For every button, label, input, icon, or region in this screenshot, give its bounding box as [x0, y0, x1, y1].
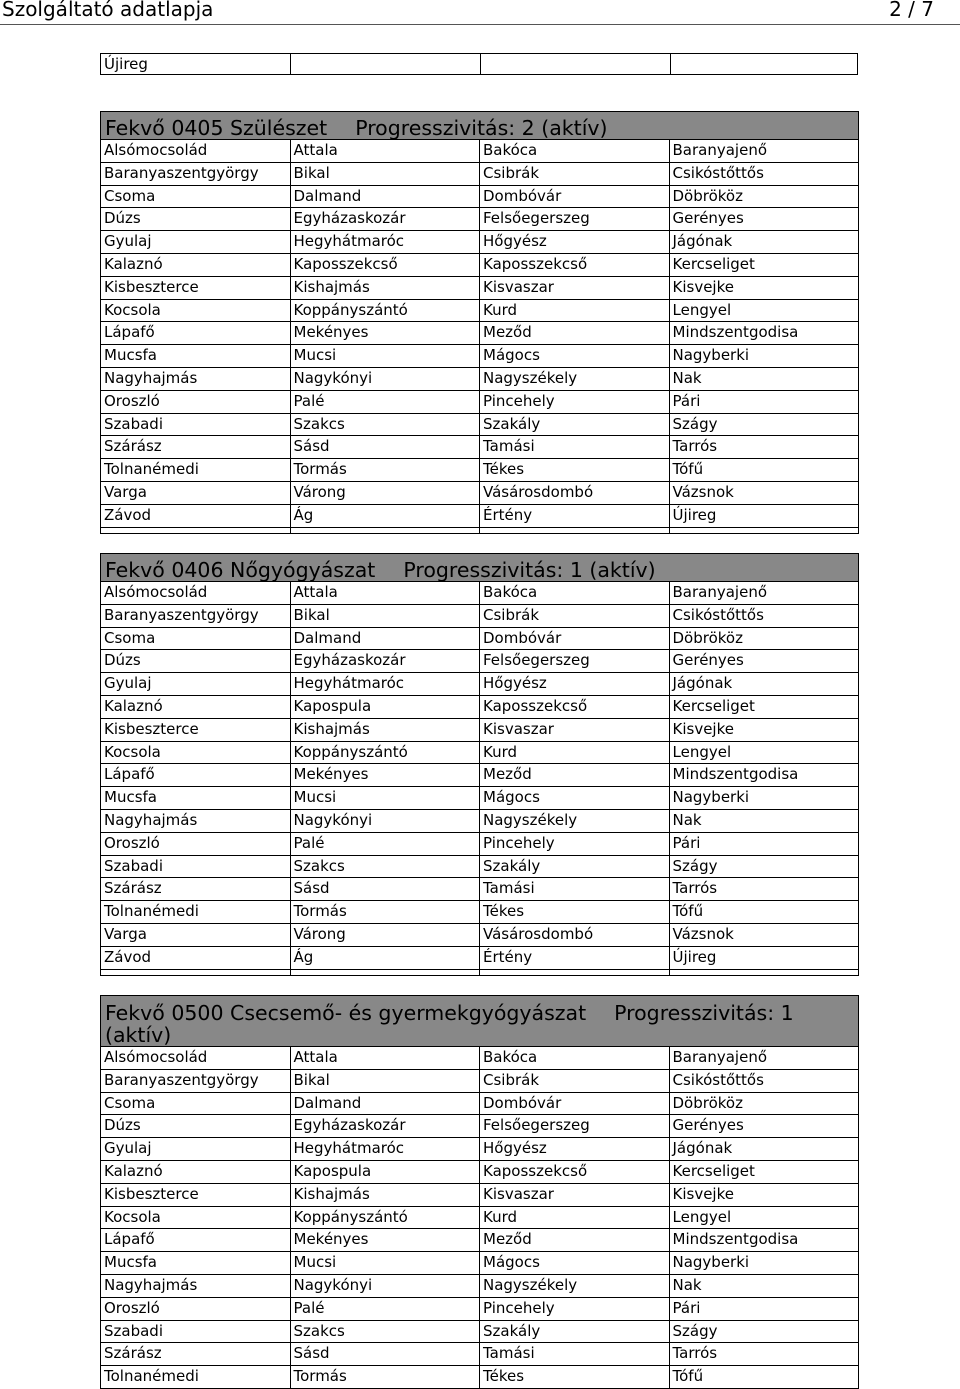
settlement-cell: Kercseliget [669, 1160, 859, 1183]
settlement-cell: Dalmand [290, 627, 480, 650]
settlement-cell: Nagykónyi [290, 1274, 480, 1297]
settlement-cell: Nagyberki [669, 1252, 859, 1275]
settlement-cell: Dúzs [101, 650, 291, 673]
settlement-cell: Kalaznó [101, 253, 291, 276]
settlement-cell: Koppányszántó [290, 1206, 480, 1229]
table-row [101, 650, 859, 673]
table-row-spacer [101, 969, 859, 975]
settlement-cell: Koppányszántó [290, 299, 480, 322]
settlement-cell: Szágy [669, 1320, 859, 1343]
table-row [101, 1138, 859, 1161]
settlement-cell: Szakcs [290, 855, 480, 878]
settlement-cell: Kocsola [101, 1206, 291, 1229]
settlement-cell: Dombóvár [480, 1092, 670, 1115]
settlement-cell: Meződ [480, 764, 670, 787]
table-row [101, 878, 859, 901]
settlement-cell: Bakóca [480, 582, 670, 604]
settlement-cell: Jágónak [669, 231, 859, 254]
settlement-cell: Lengyel [669, 1206, 859, 1229]
settlement-cell: Nagyszékely [480, 809, 670, 832]
settlement-cell: Felsőegerszeg [480, 650, 670, 673]
settlement-cell: Palé [290, 1297, 480, 1320]
settlement-cell: Ág [290, 504, 480, 527]
settlement-cell: Mekényes [290, 764, 480, 787]
settlement-cell: Kisvejke [669, 276, 859, 299]
table-row [101, 1092, 859, 1115]
table-row [101, 1366, 859, 1389]
settlement-cell: Varga [101, 923, 291, 946]
table-row [101, 1229, 859, 1252]
page-header [0, 0, 960, 25]
settlement-cell: Hegyhátmaróc [290, 673, 480, 696]
settlement-cell: Tormás [290, 1366, 480, 1389]
settlement-cell: Szakály [480, 855, 670, 878]
settlement-cell: Tamási [480, 436, 670, 459]
settlement-cell: Lápafő [101, 322, 291, 345]
settlement-cell: Szabadi [101, 855, 291, 878]
table-row [101, 764, 859, 787]
settlement-cell: Baranyaszentgyörgy [101, 162, 291, 185]
settlement-cell: Dúzs [101, 208, 291, 231]
table-row [101, 481, 859, 504]
table-row [101, 1274, 859, 1297]
table-row [101, 1343, 859, 1366]
settlement-cell: Mágocs [480, 787, 670, 810]
spacer-cell [669, 527, 859, 533]
table-row [101, 162, 859, 185]
settlement-cell: Mágocs [480, 345, 670, 368]
settlement-cell: Baranyajenő [669, 1047, 859, 1069]
table-row [101, 322, 859, 345]
table-row [101, 946, 859, 969]
settlement-cell: Csikóstőttős [669, 162, 859, 185]
settlement-cell: Palé [290, 390, 480, 413]
settlement-cell: Tolnanémedi [101, 1366, 291, 1389]
settlement-cell: Bikal [290, 604, 480, 627]
settlement-cell: Alsómocsolád [101, 1047, 291, 1069]
table-row [101, 413, 859, 436]
table-row [101, 185, 859, 208]
settlement-cell: Tamási [480, 1343, 670, 1366]
settlement-cell: Baranyaszentgyörgy [101, 604, 291, 627]
ward-name: Fekvő 0405 Szülészet [105, 116, 328, 140]
progressivity-label: Progresszivitás: 1 (aktív) [403, 558, 656, 582]
settlement-cell: Csoma [101, 1092, 291, 1115]
settlement-cell: Kercseliget [669, 695, 859, 718]
settlement-cell: Kisbeszterce [101, 718, 291, 741]
settlement-cell: Döbrököz [669, 185, 859, 208]
table-row [101, 367, 859, 390]
settlement-cell: Pincehely [480, 1297, 670, 1320]
settlement-cell: Várong [290, 923, 480, 946]
progressivity-label: Progresszivitás: 2 (aktív) [355, 116, 608, 140]
settlement-cell: Nagyhajmás [101, 367, 291, 390]
settlement-cell: Alsómocsolád [101, 582, 291, 604]
table-row [101, 901, 859, 924]
settlement-cell: Baranyajenő [669, 140, 859, 162]
settlement-cell: Sásd [290, 436, 480, 459]
progressivity-label: Progresszivitás: 1 (aktív) [105, 1001, 794, 1047]
table-row [101, 1297, 859, 1320]
settlement-cell: Hegyhátmaróc [290, 231, 480, 254]
ward-name: Fekvő 0406 Nőgyógyászat [105, 558, 376, 582]
settlement-cell: Kercseliget [669, 253, 859, 276]
settlement-cell: Palé [290, 832, 480, 855]
table-row [101, 673, 859, 696]
settlement-cell: Hegyhátmaróc [290, 1138, 480, 1161]
table-row [101, 627, 859, 650]
settlement-cell: Baranyajenő [669, 582, 859, 604]
settlement-cell: Egyházaskozár [290, 650, 480, 673]
settlement-cell: Tékes [480, 459, 670, 482]
settlement-cell: Várong [290, 481, 480, 504]
settlement-cell: Felsőegerszeg [480, 208, 670, 231]
settlement-cell: Tófű [669, 1366, 859, 1389]
settlement-cell: Lengyel [669, 741, 859, 764]
settlement-cell: Szakály [480, 1320, 670, 1343]
settlement-cell: Kaposszekcső [480, 1160, 670, 1183]
table-row [101, 459, 859, 482]
settlement-cell: Csikóstőttős [669, 604, 859, 627]
settlement-cell: Tormás [290, 901, 480, 924]
settlement-cell: Szágy [669, 413, 859, 436]
spacer-cell [290, 969, 480, 975]
settlement-cell: Szakcs [290, 1320, 480, 1343]
table-row [101, 54, 858, 75]
table-cell [291, 54, 481, 75]
settlement-cell: Gyulaj [101, 231, 291, 254]
settlement-cell: Csoma [101, 185, 291, 208]
table-row [101, 695, 859, 718]
settlement-cell: Szágy [669, 855, 859, 878]
settlement-cell: Kalaznó [101, 695, 291, 718]
settlement-cell: Gyulaj [101, 1138, 291, 1161]
settlement-cell: Nagyberki [669, 787, 859, 810]
settlement-cell: Jágónak [669, 1138, 859, 1161]
settlement-cell: Kocsola [101, 299, 291, 322]
settlement-cell: Varga [101, 481, 291, 504]
settlement-cell: Bakóca [480, 140, 670, 162]
table-row [101, 1160, 859, 1183]
spacer-cell [290, 527, 480, 533]
settlement-cell: Dalmand [290, 185, 480, 208]
settlement-cell: Kisvaszar [480, 276, 670, 299]
settlement-cell: Döbrököz [669, 627, 859, 650]
settlement-cell: Koppányszántó [290, 741, 480, 764]
settlement-cell: Meződ [480, 1229, 670, 1252]
settlement-cell: Csibrák [480, 604, 670, 627]
settlement-cell: Pincehely [480, 832, 670, 855]
table-row [101, 436, 859, 459]
table-row [101, 741, 859, 764]
settlement-cell: Kurd [480, 1206, 670, 1229]
settlement-cell: Nagyszékely [480, 1274, 670, 1297]
table-row [101, 855, 859, 878]
settlement-cell: Bikal [290, 162, 480, 185]
settlement-cell: Tarrós [669, 878, 859, 901]
page-number: 2 / 7 [889, 0, 934, 21]
settlement-cell: Kisbeszterce [101, 276, 291, 299]
settlement-cell: Vásárosdombó [480, 481, 670, 504]
settlement-cell: Gerényes [669, 650, 859, 673]
settlement-cell: Nagykónyi [290, 809, 480, 832]
settlement-cell: Mindszentgodisa [669, 1229, 859, 1252]
settlement-table [100, 582, 859, 976]
settlement-cell: Pári [669, 832, 859, 855]
settlement-cell: Felsőegerszeg [480, 1115, 670, 1138]
settlement-cell: Kisvejke [669, 1183, 859, 1206]
ward-section-0500 [100, 995, 859, 1389]
settlement-cell: Ág [290, 946, 480, 969]
settlement-cell: Tolnanémedi [101, 459, 291, 482]
settlement-cell: Szárász [101, 1343, 291, 1366]
settlement-cell: Mucsi [290, 345, 480, 368]
table-row-spacer [101, 527, 859, 533]
settlement-cell: Lengyel [669, 299, 859, 322]
settlement-cell: Vásárosdombó [480, 923, 670, 946]
settlement-cell: Kalaznó [101, 1160, 291, 1183]
settlement-cell: Mindszentgodisa [669, 764, 859, 787]
settlement-cell: Kisvaszar [480, 718, 670, 741]
table-row [101, 923, 859, 946]
settlement-table [100, 1047, 859, 1389]
settlement-cell: Tófű [669, 459, 859, 482]
settlement-cell: Dombóvár [480, 185, 670, 208]
table-row [101, 1047, 859, 1069]
settlement-cell: Kapospula [290, 1160, 480, 1183]
settlement-cell: Kaposszekcső [290, 253, 480, 276]
settlement-cell: Tékes [480, 901, 670, 924]
settlement-cell: Szárász [101, 436, 291, 459]
table-row [101, 253, 859, 276]
settlement-cell: Tarrós [669, 1343, 859, 1366]
table-row [101, 504, 859, 527]
table-row [101, 1206, 859, 1229]
settlement-cell: Jágónak [669, 673, 859, 696]
settlement-cell: Oroszló [101, 390, 291, 413]
settlement-cell: Bikal [290, 1069, 480, 1092]
table-cell [671, 54, 858, 75]
settlement-cell: Vázsnok [669, 481, 859, 504]
settlement-cell: Mágocs [480, 1252, 670, 1275]
section-heading [100, 111, 859, 140]
settlement-cell: Lápafő [101, 1229, 291, 1252]
table-row [101, 787, 859, 810]
settlement-cell: Nagyszékely [480, 367, 670, 390]
settlement-cell: Dúzs [101, 1115, 291, 1138]
settlement-cell: Sásd [290, 878, 480, 901]
settlement-cell: Egyházaskozár [290, 208, 480, 231]
section-heading [100, 995, 859, 1047]
settlement-cell: Gerényes [669, 208, 859, 231]
settlement-cell: Nak [669, 809, 859, 832]
settlement-cell: Szabadi [101, 1320, 291, 1343]
settlement-cell: Nak [669, 1274, 859, 1297]
settlement-cell: Csikóstőttős [669, 1069, 859, 1092]
settlement-cell: Pincehely [480, 390, 670, 413]
table-row [101, 208, 859, 231]
settlement-cell: Kisvejke [669, 718, 859, 741]
settlement-cell: Újireg [669, 504, 859, 527]
table-row [101, 140, 859, 162]
settlement-cell: Baranyaszentgyörgy [101, 1069, 291, 1092]
settlement-cell: Értény [480, 946, 670, 969]
continued-row-table [100, 53, 858, 75]
settlement-cell: Pári [669, 390, 859, 413]
settlement-cell: Egyházaskozár [290, 1115, 480, 1138]
settlement-cell: Újireg [669, 946, 859, 969]
settlement-cell: Kisbeszterce [101, 1183, 291, 1206]
settlement-cell: Kaposszekcső [480, 253, 670, 276]
settlement-cell: Csibrák [480, 162, 670, 185]
table-row [101, 1320, 859, 1343]
settlement-cell: Kishajmás [290, 1183, 480, 1206]
settlement-cell: Tarrós [669, 436, 859, 459]
settlement-cell: Bakóca [480, 1047, 670, 1069]
settlement-cell: Szakcs [290, 413, 480, 436]
settlement-cell: Tolnanémedi [101, 901, 291, 924]
settlement-cell: Attala [290, 582, 480, 604]
settlement-cell: Kaposszekcső [480, 695, 670, 718]
table-row [101, 276, 859, 299]
table-row [101, 809, 859, 832]
table-row [101, 1069, 859, 1092]
table-cell [481, 54, 671, 75]
settlement-cell: Kapospula [290, 695, 480, 718]
settlement-cell: Gyulaj [101, 673, 291, 696]
settlement-cell: Csoma [101, 627, 291, 650]
settlement-cell: Mucsfa [101, 787, 291, 810]
settlement-cell: Szabadi [101, 413, 291, 436]
ward-section-0406 [100, 553, 859, 976]
table-row [101, 1183, 859, 1206]
settlement-cell: Hőgyész [480, 1138, 670, 1161]
settlement-cell: Sásd [290, 1343, 480, 1366]
spacer-cell [669, 969, 859, 975]
spacer-cell [101, 969, 291, 975]
settlement-cell: Vázsnok [669, 923, 859, 946]
settlement-cell: Gerényes [669, 1115, 859, 1138]
settlement-cell: Kurd [480, 299, 670, 322]
settlement-cell: Tamási [480, 878, 670, 901]
table-row [101, 299, 859, 322]
settlement-cell: Mucsi [290, 1252, 480, 1275]
settlement-cell: Attala [290, 1047, 480, 1069]
settlement-cell: Hőgyész [480, 673, 670, 696]
settlement-cell: Attala [290, 140, 480, 162]
settlement-cell: Tékes [480, 1366, 670, 1389]
ward-name: Fekvő 0500 Csecsemő- és gyermekgyógyászat [105, 1001, 587, 1025]
table-row [101, 1252, 859, 1275]
settlement-cell: Mucsfa [101, 345, 291, 368]
settlement-cell: Mucsi [290, 787, 480, 810]
table-cell: Újireg [101, 54, 291, 75]
settlement-cell: Lápafő [101, 764, 291, 787]
settlement-cell: Nagykónyi [290, 367, 480, 390]
table-row [101, 1115, 859, 1138]
settlement-cell: Nagyhajmás [101, 1274, 291, 1297]
table-row [101, 718, 859, 741]
settlement-cell: Tormás [290, 459, 480, 482]
settlement-cell: Oroszló [101, 1297, 291, 1320]
settlement-cell: Pári [669, 1297, 859, 1320]
table-row [101, 390, 859, 413]
settlement-cell: Mekényes [290, 1229, 480, 1252]
settlement-cell: Döbrököz [669, 1092, 859, 1115]
settlement-cell: Nagyberki [669, 345, 859, 368]
settlement-cell: Kisvaszar [480, 1183, 670, 1206]
ward-section-0405 [100, 111, 859, 534]
settlement-cell: Értény [480, 504, 670, 527]
table-row [101, 604, 859, 627]
spacer-cell [480, 527, 670, 533]
settlement-cell: Csibrák [480, 1069, 670, 1092]
settlement-cell: Oroszló [101, 832, 291, 855]
table-row [101, 231, 859, 254]
settlement-cell: Kishajmás [290, 276, 480, 299]
settlement-cell: Nak [669, 367, 859, 390]
settlement-cell: Závod [101, 946, 291, 969]
table-row [101, 582, 859, 604]
settlement-cell: Kurd [480, 741, 670, 764]
settlement-cell: Szárász [101, 878, 291, 901]
spacer-cell [480, 969, 670, 975]
settlement-cell: Meződ [480, 322, 670, 345]
section-heading [100, 553, 859, 582]
settlement-cell: Dombóvár [480, 627, 670, 650]
settlement-cell: Mindszentgodisa [669, 322, 859, 345]
settlement-cell: Kishajmás [290, 718, 480, 741]
settlement-table [100, 140, 859, 534]
settlement-cell: Závod [101, 504, 291, 527]
settlement-cell: Nagyhajmás [101, 809, 291, 832]
settlement-cell: Hőgyész [480, 231, 670, 254]
table-row [101, 345, 859, 368]
table-row [101, 832, 859, 855]
document-title: Szolgáltató adatlapja [2, 0, 214, 21]
settlement-cell: Dalmand [290, 1092, 480, 1115]
settlement-cell: Szakály [480, 413, 670, 436]
settlement-cell: Alsómocsolád [101, 140, 291, 162]
settlement-cell: Mucsfa [101, 1252, 291, 1275]
settlement-cell: Kocsola [101, 741, 291, 764]
settlement-cell: Tófű [669, 901, 859, 924]
spacer-cell [101, 527, 291, 533]
settlement-cell: Mekényes [290, 322, 480, 345]
